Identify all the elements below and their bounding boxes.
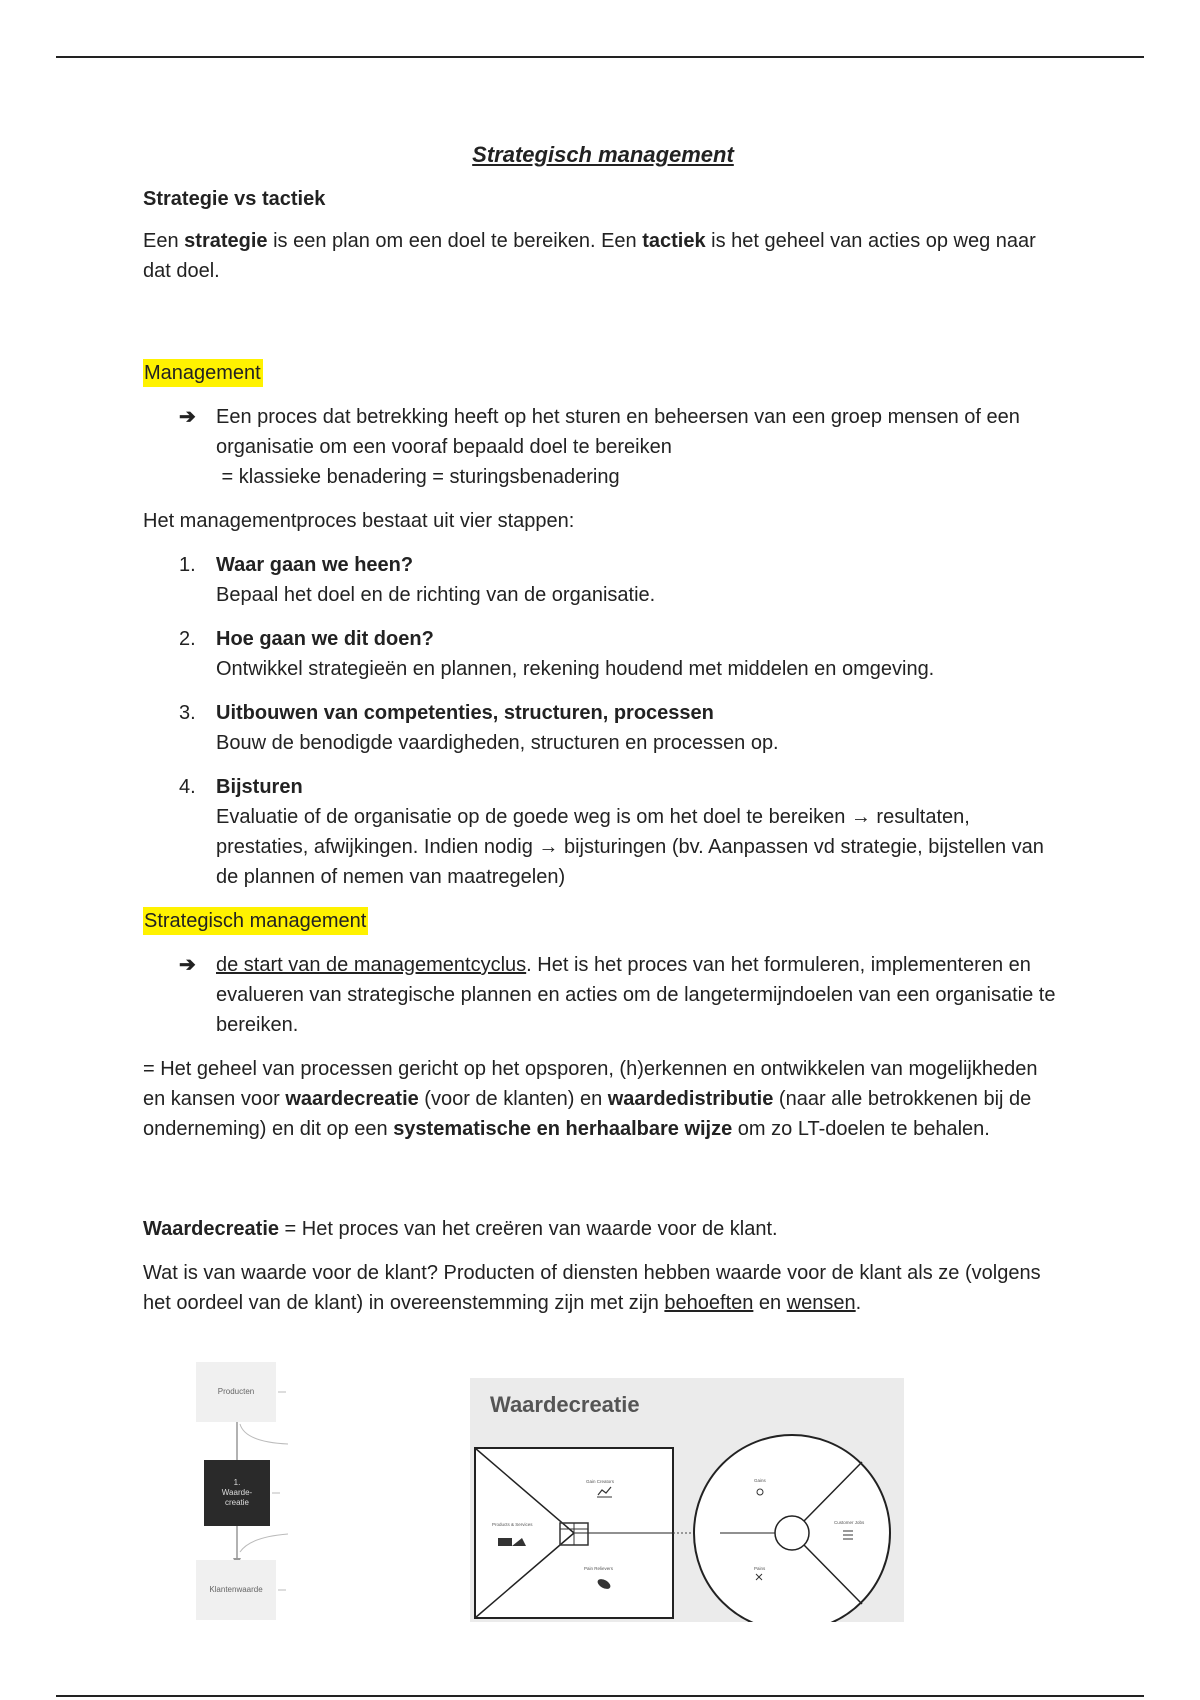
step-title: Bijsturen [216,776,303,798]
process-intro: Het managementproces bestaat uit vier stappen: [143,510,575,532]
step-text: Bouw de benodigde vaardigheden, structuren en processen op. [216,732,779,754]
text-run: Een [143,230,185,252]
step-text: Evaluatie of de organisatie op de goede weg is om het doel te bereiken → resultaten, prestaties, afwijkingen. Indien nodig → bijsturingen (bv. Aanpassen vd strategie, bijstellen van de plannen of nemen van maatregelen) [216,806,1044,888]
strategic-bullet [143,950,1063,1040]
process-steps [143,550,1063,892]
text-run: (voor de klanten) en [418,1088,608,1110]
flow-box-products: Producten [196,1362,276,1422]
step-text: Ontwikkel strategieën en plannen, rekening houdend met middelen en omgeving. [216,658,935,680]
section-heading-strategy: Strategie vs tactiek [143,188,326,210]
term-waardecreatie-def: Waardecreatie [143,1218,279,1240]
text-run: Wat is van waarde voor de klant? Producten of diensten hebben waarde voor de klant als ze (volgens het oordeel van de klant) in overeenstemming zijn met zijn [143,1262,1041,1314]
strategy-paragraph [143,226,1063,286]
underlined-behoeften: behoeften [664,1292,754,1314]
highlight-management: Management [143,359,263,387]
document-body [143,140,1063,1332]
arrow-right-icon: ➔ [179,954,196,976]
term-waardecreatie: waardecreatie [285,1088,419,1110]
step-title: Waar gaan we heen? [216,554,414,576]
canvas-title: Waardecreatie [490,1392,640,1417]
arrow-right-icon: ➔ [179,406,196,428]
canvas-diagram [470,1378,904,1622]
term-strategie: strategie [184,230,268,252]
step-number: 2. [179,628,196,650]
header-rule [56,56,1144,58]
text-run: = Het proces van het creëren van waarde voor de klant. [279,1218,778,1240]
step-title: Uitbouwen van competenties, structuren, processen [216,702,714,724]
label-products-services: Products & Services [492,1522,533,1527]
flow-box-value-creation [204,1460,270,1526]
label-pain-relievers: Pain Relievers [584,1566,614,1571]
step-title: Hoe gaan we dit doen? [216,628,434,650]
step-number: 4. [179,776,196,798]
page-title: Strategisch management [472,142,734,167]
management-definition: Een proces dat betrekking heeft op het sturen en beheersen van een groep mensen of een organisatie om een vooraf bepaald doel te bereiken [216,406,1020,458]
step-item [143,550,1063,610]
flow-step-number: 1. [233,1478,241,1487]
text-run: om zo LT-doelen te behalen. [732,1118,990,1140]
flow-label-line: Waarde- [221,1488,253,1497]
value-proposition-canvas [470,1378,904,1622]
text-run: is het geheel van acties op weg naar dat doel. [143,230,1036,282]
step-number: 1. [179,554,196,576]
term-systematisch: systematische en herhaalbare wijze [393,1118,733,1140]
step-text: Bepaal het doel en de richting van de organisatie. [216,584,656,606]
management-bullet [143,402,1063,492]
underlined-phrase: de start van de managementcyclus [216,954,527,976]
flow-label-line: creatie [224,1498,249,1507]
strategic-definition [143,1054,1063,1144]
text-run: is een plan om een doel te bereiken. Een [267,230,643,252]
value-definition [143,1214,1063,1244]
text-run: = Het geheel van processen gericht op het opsporen, (h)erkennen en ontwikkelen van mogelijkheden en kansen voor [143,1058,1038,1110]
step-number: 3. [179,702,196,724]
text-run: . [855,1292,862,1314]
label-customer-jobs: Customer Jobs [834,1520,865,1525]
flow-box-customer-value: Klantenwaarde [196,1560,276,1620]
value-flow-figure [190,1362,290,1627]
step-item [143,698,1063,758]
text-run: (naar alle betrokkenen bij de onderneming) en dit op een [143,1088,1032,1140]
label-gain-creators: Gain Creators [586,1479,615,1484]
footer-rule [56,1695,1144,1697]
highlight-strategic-management: Strategisch management [143,907,368,935]
management-approach: = klassieke benadering = sturingsbenadering [216,466,620,488]
label-gains: Gains [754,1478,766,1483]
step-item [143,624,1063,684]
underlined-wensen: wensen [786,1292,856,1314]
term-waardedistributie: waardedistributie [607,1088,774,1110]
text-run: . Het is het proces van het formuleren, implementeren en evalueren van strategische plannen en acties om de langetermijndoelen van een organisatie te bereiken. [216,954,1056,1036]
label-pains: Pains [754,1566,766,1571]
step-item [143,772,1063,892]
value-question [143,1258,1063,1318]
text-run: en [753,1292,787,1314]
term-tactiek: tactiek [642,230,706,252]
